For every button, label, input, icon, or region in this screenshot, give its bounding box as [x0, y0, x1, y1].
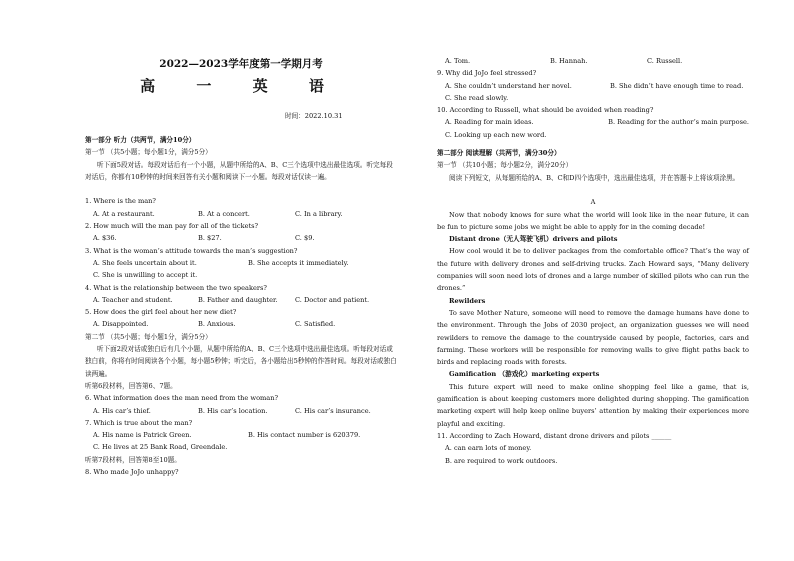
- option-c: C. Doctor and patient.: [295, 295, 370, 304]
- passage-paragraph-2: How cool would it be to deliver packages from the comfortable office? That’s the way of the future with delivery drones and self-driving trucks. Zach Howard says, “Many delivery companies will soon need lots of drones and a large number of skilled pilots who can run the drones.”: [437, 247, 749, 293]
- option-c: C. Russell.: [647, 57, 683, 65]
- option-a: A. She feels uncertain about it.: [93, 258, 197, 267]
- section2-instructions: 听下面2段对话或独白后有几个小题，从题中所给的A、B、C三个选项中选出最佳选项。听每段对话或独白前，你将有时间阅读各个小题，每小题5秒钟；听完后，各小题给出5秒钟的作答时间。每段对话或独白读两遍。: [85, 345, 397, 378]
- question-6-options: [85, 405, 397, 417]
- question-10-option-c-row: [437, 129, 749, 141]
- option-b: B. Hannah.: [550, 57, 588, 65]
- option-c: C. $9.: [295, 234, 315, 243]
- question-7-option-c-row: [85, 441, 397, 453]
- option-c: C. She read slowly.: [445, 93, 509, 102]
- section1-heading: 第一节 （共5小题；每小题1分，满分5分）: [85, 148, 212, 157]
- section2-heading: 第二节 （共5小题；每小题1分，满分5分）: [85, 332, 212, 341]
- passage-label: A: [590, 198, 596, 207]
- question-9: 9. Why did JoJo feel stressed?: [437, 69, 537, 78]
- question-5: 5. How does the girl feel about her new diet?: [85, 308, 237, 317]
- option-b: B. She didn’t have enough time to read.: [610, 81, 744, 90]
- question-1-options: [85, 208, 397, 220]
- passage-paragraph-4: This future expert will need to make online shopping feel like a game, that is, gamification is about keeping customers more delighted during shopping. The gamification marketing expert will help keep online buyers’ attention by making their experiences more playful and exciting.: [437, 382, 749, 428]
- option-a: A. His car’s thief.: [93, 406, 151, 415]
- passage-heading-1: Distant drone（无人驾驶飞机）drivers and pilots: [449, 235, 618, 244]
- option-a: A. Teacher and student.: [93, 295, 173, 304]
- option-c: C. Satisfied.: [295, 320, 336, 329]
- question-6: 6. What information does the man need from the woman?: [85, 394, 279, 403]
- question-5-options: [85, 318, 397, 330]
- option-a: A. His name is Patrick Green.: [93, 431, 192, 440]
- question-4-options: [85, 294, 397, 306]
- option-b: B. $27.: [198, 234, 222, 243]
- question-4: 4. What is the relationship between the two speakers?: [85, 283, 267, 292]
- passage-heading-3: Gamification （游戏化）marketing experts: [449, 370, 600, 379]
- question-9-options: [437, 80, 749, 92]
- option-b: B. Anxious.: [198, 320, 236, 329]
- part1-heading: 第一部分 听力（共两节，满分10分）: [85, 136, 196, 144]
- option-b: B. At a concert.: [198, 209, 250, 218]
- question-3: 3. What is the woman’s attitude towards the man’s suggestion?: [85, 246, 298, 255]
- reading-instructions: 阅读下列短文，从每题所给的A、B、C和D四个选项中，选出最佳选项，并在答题卡上将该项涂黑。: [449, 173, 740, 182]
- question-3-options: [85, 257, 397, 269]
- reading-section1-heading: 第一节 （共10小题；每小题2分，满分20分）: [437, 161, 573, 170]
- question-2-options: [85, 232, 397, 244]
- part2-heading: 第二部分 阅读理解（共两节，满分30分）: [437, 149, 561, 158]
- passage-heading-2: Rewilders: [449, 296, 486, 305]
- question-11-option-b-row: [437, 455, 749, 467]
- material-6-note: 听第6段材料，回答第6、7题。: [85, 381, 177, 390]
- option-a: A. She couldn’t understand her novel.: [445, 81, 572, 90]
- option-b: B. Father and daughter.: [198, 295, 278, 304]
- question-1: 1. Where is the man?: [85, 197, 156, 206]
- right-body: [437, 55, 749, 467]
- option-b: B. Reading for the author’s main purpose.: [608, 118, 749, 127]
- question-3-option-c-row: [85, 269, 397, 281]
- option-a: A. can earn lots of money.: [445, 444, 532, 453]
- option-c: C. In a library.: [295, 209, 343, 218]
- exam-date: 时间：2022.10.31: [285, 112, 343, 120]
- question-11-option-a-row: [437, 442, 749, 454]
- option-b: B. She accepts it immediately.: [248, 258, 349, 267]
- option-a: A. Disappointed.: [93, 320, 149, 329]
- passage-paragraph-1: Now that nobody knows for sure what the world will look like in the near future, it can be fun to picture some jobs we might be able to apply for in the coming decade!: [437, 210, 749, 231]
- option-c: C. His car’s insurance.: [295, 406, 371, 415]
- question-8-options: [437, 55, 749, 67]
- option-b: B. His car’s location.: [198, 406, 268, 415]
- question-7-options: [85, 429, 397, 441]
- option-b: B. His contact number is 620379.: [248, 431, 361, 440]
- material-7-note: 听第7段材料，回答第8至10题。: [85, 455, 181, 464]
- listening-part: [85, 134, 397, 478]
- exam-title: 2022—2023学年度第一学期月考: [159, 58, 323, 70]
- passage-paragraph-3: To save Mother Nature, someone will need to remove the damage humans have done to the environment. Through the Jobs of 2030 project, an organization guesses we will need rewilders to remove the damage to the countryside caused by people, factories, cars and farming. These workers will be responsible for removing walls to give flight paths back to birds and replacing roads with forests.: [437, 308, 749, 367]
- question-7: 7. Which is true about the man?: [85, 418, 193, 427]
- question-10: 10. According to Russell, what should be avoided when reading?: [437, 106, 654, 115]
- question-8: 8. Who made JoJo unhappy?: [85, 468, 179, 477]
- option-a: A. Reading for main ideas.: [445, 118, 534, 127]
- option-a: A. At a restaurant.: [93, 209, 155, 218]
- subject-title: 高 一 英 语: [140, 77, 342, 95]
- section1-instructions: 听下面5段对话。每段对话后有一个小题，从题中所给的A、B、C三个选项中选出最佳选项。听完每段对话后，你都有10秒钟的时间来回答有关小题和阅读下一小题。每段对话仅读一遍。: [85, 160, 393, 181]
- question-2: 2. How much will the man pay for all of the tickets?: [85, 222, 259, 231]
- option-b: B. are required to work outdoors.: [445, 456, 558, 465]
- option-c: C. Looking up each new word.: [445, 130, 547, 139]
- question-10-options: [437, 116, 749, 128]
- option-a: A. $36.: [93, 234, 117, 243]
- option-a: A. Tom.: [445, 57, 471, 65]
- option-c: C. She is unwilling to accept it.: [93, 271, 198, 280]
- question-9-option-c-row: [437, 92, 749, 104]
- question-11: 11. According to Zach Howard, distant drone drivers and pilots ______: [437, 431, 672, 440]
- option-c: C. He lives at 25 Bank Road, Greendale.: [93, 443, 228, 452]
